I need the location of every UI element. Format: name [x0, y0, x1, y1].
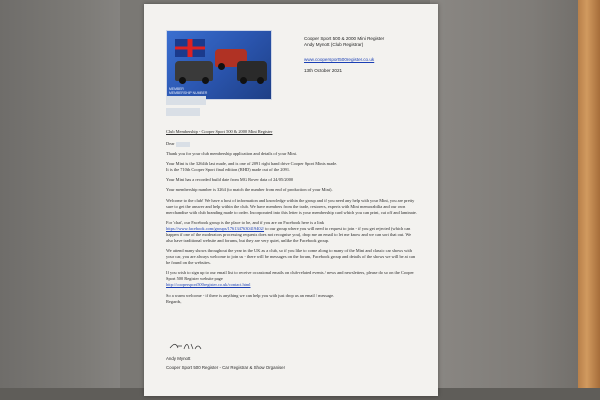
paragraph-shows: We attend many shows throughout the year in the UK as a club, so if you like to come along to many of the Mini and classic car shows with your car, you are always welcome to join us - there will be messages on the forum, Facebook group and details of the shows we will be at can be found on the websites. [166, 248, 416, 266]
signatory-name: Andy Mynott [166, 356, 191, 361]
letter-salutation [166, 141, 418, 147]
union-jack-flag-icon [175, 39, 205, 57]
contact-page-link[interactable]: http://coopersport500register.co.uk/contact.html [166, 282, 251, 288]
membership-card-image [166, 30, 272, 100]
facebook-text-a: For 'chat', our Facebook group is the place to be, and if you are on Facebook here is a link [166, 219, 325, 225]
paragraph-email-list [166, 270, 418, 288]
closing-text: So a warm welcome - if there is anything we can help you with just drop us an email / message. [166, 292, 335, 298]
sender-org: Cooper Sport 500 & 2000 Mini Register [304, 36, 385, 41]
sender-website-link[interactable]: www.coopersport500register.co.uk [304, 57, 375, 63]
black-mini-car-icon [175, 61, 213, 81]
salutation-text: Dear [166, 141, 175, 147]
letter-body [166, 129, 418, 309]
letter-date: 13th October 2021 [304, 67, 343, 73]
card-caption-line1: MEMBER [169, 87, 184, 91]
regards-text: Regards, [166, 298, 182, 304]
facebook-group-link[interactable]: https://www.facebook.com/groups/1761347630419402/ [166, 225, 265, 231]
mini-rank-line1: Your Mini is the 3264th last made, and is one of 2091 right hand drive Cooper Sport Minis made. [166, 161, 338, 167]
paragraph-membership-number: Your membership number is 3264 (to match the number from end of production of your Mini). [166, 187, 333, 193]
signatory-title: Cooper Sport 500 Register - Car Registrar & Show Organiser [166, 365, 286, 371]
redacted-recipient-name [166, 96, 206, 105]
mini-rank-line2: It is the 710th Cooper Sport final edition (RHD) made out of the 2091. [166, 167, 291, 173]
sender-address [304, 36, 428, 74]
signature-block [166, 356, 366, 371]
paragraph-closing [166, 293, 418, 305]
background-wall-left [0, 0, 120, 400]
background-wall-right [430, 0, 600, 400]
paragraph-facebook [166, 220, 418, 244]
sender-person: Andy Mynott (Club Registrar) [304, 42, 364, 48]
dark-mini-car-icon [237, 61, 267, 81]
wooden-door-frame [578, 0, 600, 400]
paragraph-thanks: Thank you for your club membership application and details of your Mini. [166, 151, 297, 157]
paragraph-mini-rank [166, 161, 418, 173]
letter-page [144, 4, 438, 396]
facebook-text-b: to our group where you will need to request to join - if you get rejected (which can happen if one of the moderators processing requests does not recognise you), drop me an email to let me know and we can sort that out. We also have traditional website and forums, but they are very quiet, unlike the Facebook group. [166, 225, 412, 244]
paragraph-welcome: Welcome to the club! We have a host of information and knowledge within the group and if you need any help with your Mini, you are pretty sure to get the answer and help within the club. We have members from the trade, restorers, experts with Mini memorabilia and our own merchandise with club branding made to order. Incorporated into this letter is your membership card which you can print, cut off and laminate. [166, 197, 417, 215]
email-list-text: If you wish to sign up to our email list to receive occasional emails on club-related events / news and newsletters, please do so on the Cooper Sport 500 Register website page [166, 270, 414, 282]
letter-subject: Club Membership - Cooper Sport 500 & 2000 Mini Register [166, 129, 273, 134]
handwritten-signature [168, 341, 208, 351]
redacted-recipient-first-name [176, 142, 190, 147]
paragraph-build-date: Your Mini has a recorded build date from MG Rover data of 24/05/2000 [166, 177, 294, 183]
redacted-recipient-address [166, 108, 200, 116]
card-caption-line2: MEMBERSHIP NUMBER [169, 91, 208, 96]
